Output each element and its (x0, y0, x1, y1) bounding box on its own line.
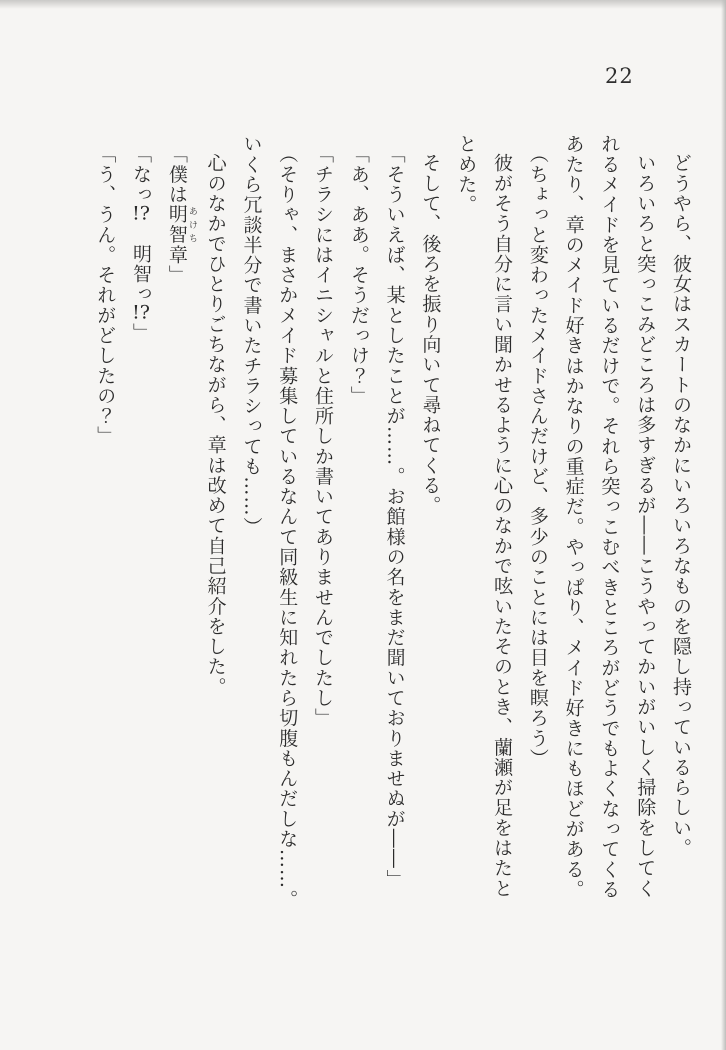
text-line: 心のなかでひとりごちながら、章は改めて自己紹介をした。 (204, 153, 227, 697)
text-body (86, 134, 698, 934)
text-line: （ちょっと変わったメイドさんだけど、多少のことには目を瞑ろう） (526, 143, 549, 768)
scan-edge-top (0, 0, 726, 10)
text-line: とめた。 (455, 134, 478, 215)
text-line: あたり、章のメイド好きはかなりの重症だ。やっぱり、メイド好きにもほどがある。 (562, 134, 585, 900)
scan-edge-right (721, 0, 726, 1050)
ruby-annotated-name: 明智 あけち (165, 203, 197, 245)
text-line: そして、後ろを振り向いて尋ねてくる。 (419, 153, 442, 516)
text-line: 彼がそう自分に言い聞かせるように心のなかで呟いたそのとき、蘭瀬が足をはたと (491, 153, 514, 899)
text-line: どうやら、彼女はスカートのなかにいろいろなものを隠し持っているらしい。 (670, 153, 692, 858)
tate-chu-yoko: !? (132, 203, 150, 223)
text-line: 「なっ!? 明智っ!?」 (130, 143, 153, 343)
page-number: 22 (605, 64, 634, 88)
text-line: 「あ、ああ。そうだっけ？」 (347, 143, 370, 406)
text-line: 「そういえば、某としたことが……。お館様の名をまだ聞いておりませぬが――」 (383, 143, 406, 889)
text-line: 「僕は明智 あけち章」 (165, 143, 197, 285)
text-line: いろいろと突っこみどころは多すぎるが――こうやってかいがいしく掃除をしてく (634, 153, 657, 899)
tate-chu-yoko: !? (132, 303, 150, 323)
text-line: 「チラシにはイニシャルと住所しか書いてありませんでしたし」 (312, 143, 335, 728)
text-line: （そりゃ、まさかメイド募集しているなんて同級生に知れたら切腹もんだしな……。 (276, 143, 299, 909)
text-line: れるメイドを見ているだけで。それら突っこむべきところがどうでもよくなってくる (598, 134, 621, 900)
text-line: いくら冗談半分で書いたチラシっても……） (240, 134, 263, 537)
text-line: 「う、うん。それがどしたの？」 (94, 143, 117, 446)
